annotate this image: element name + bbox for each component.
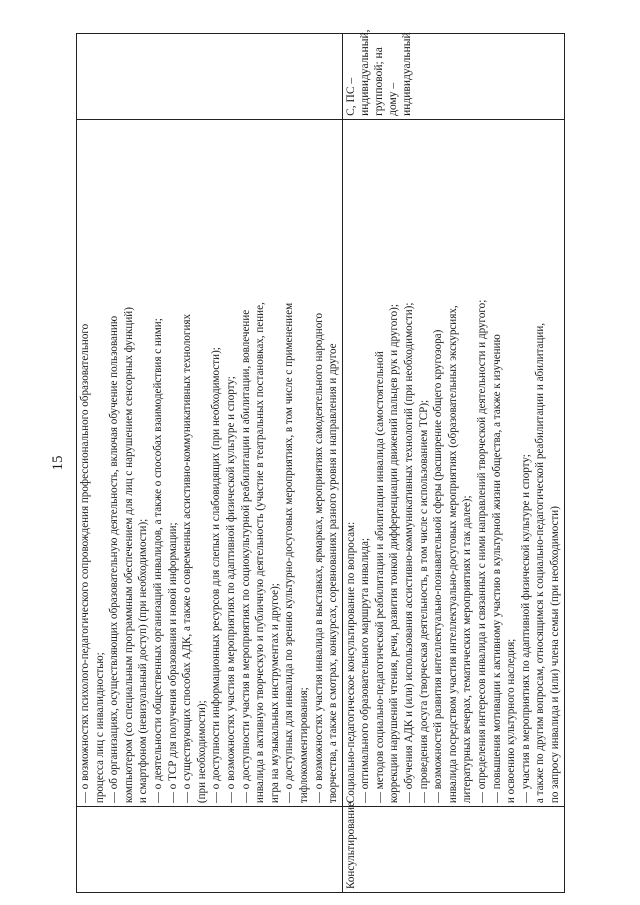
content-line: инвалида посредством участия интеллектуально-досуговых мероприятиях (образовательных экскурсиях,: [446, 305, 459, 804]
content-cell: [77, 119, 343, 806]
content-line: — о возможностях психолого-педагогического сопровождения профессионального образовательного: [79, 323, 91, 804]
content-line: инвалида в активную творческую и публичную деятельность (участие в театральных постановках, пение,: [254, 302, 267, 804]
content-line: и освоению культурного наследия;: [505, 638, 518, 804]
content-line: коррекции нарушений чтения, речи, развития тонкой дифференциации движений пальцев рук и другого);: [388, 304, 401, 804]
content-line: и смартфоном (невизуальный доступ) (при необходимости);: [137, 518, 150, 804]
table-row: [342, 34, 564, 893]
rotated-content: [50, 29, 582, 893]
table-row: [77, 34, 343, 893]
content-line: литературных вечерах, тематических мероприятиях и так далее);: [461, 495, 474, 804]
content-line: — о возможностях участия в мероприятиях по адаптивной физической культуре и спорту;: [224, 376, 237, 804]
content-line: — оптимального образовательного маршрута инвалида;: [359, 537, 372, 804]
content-line: процесса лиц с инвалидностью;: [93, 652, 106, 804]
page-number: 15: [50, 455, 66, 471]
content-line: — об организациях, осуществляющих образовательную деятельность, включая обучение пользованию: [108, 315, 121, 804]
content-line: — о ТСР для получения образования и новой информации;: [166, 522, 179, 804]
content-line: — о деятельности общественных организаций инвалидов, а также о способах взаимодействия с ними;: [151, 318, 164, 804]
content-line: — определения интересов инвалида и связанных с ними направлений творческой деятельности и другого;: [476, 299, 489, 804]
content-line: — возможностей развития интеллектуально-познавательной сферы (расширение общего кругозора): [432, 329, 445, 804]
content-line: — о доступных для инвалида по зрению культурно-досуговых мероприятиях, в том числе с применением: [283, 302, 296, 804]
content-line: по запросу инвалида и (или) члена семьи (при необходимости): [549, 506, 561, 804]
content-line: — о доступности информационных ресурсов для слепых и слабовидящих (при необходимости);: [210, 347, 223, 804]
content-line: Социально-педагогическое консультирование по вопросам:: [344, 521, 357, 804]
content-line: — о существующих способах АДК, а также о современных ассистивно-коммуникативных технологиях: [181, 313, 194, 804]
content-line: — обучения АДК и (или) использования ассистивно-коммуникативных технологий (при необходимости);: [403, 302, 416, 804]
content-cell: [342, 119, 564, 806]
content-line: — методов социально-педагогической реабилитации и абилитации инвалида (самостоятельной: [373, 351, 386, 804]
content-line: — участия в мероприятиях по адаптивной физической культуре и спорту;: [519, 454, 532, 804]
content-line: — повышения мотивации к активному участию в культурной жизни общества, а также к изучению: [490, 334, 503, 804]
content-line: компьютером (со специальным программным обеспечением для лиц с нарушением сенсорных функций): [122, 307, 135, 804]
mode-cell: [77, 34, 343, 120]
content-line: а также по другим вопросам, относящимся к социально-педагогической реабилитации и абилитации,: [534, 322, 547, 804]
mode-cell: С, ПС – индивидуальный, групповой; на дому – индивидуальный: [342, 34, 564, 120]
content-line: (при необходимости);: [195, 700, 208, 804]
content-line: — о возможностях участия инвалида в выставках, ярмарках, мероприятиях самодеятельного народного: [312, 312, 325, 804]
content-line: игра на музыкальных инструментах и другое);: [268, 583, 281, 804]
content-line: творчества, а также в смотрах, конкурсах, соревнованиях разного уровня и направления и другое: [327, 343, 340, 804]
content-line: тифлокомментирования;: [297, 687, 310, 804]
content-line: — о доступности участия в мероприятиях по социокультурной реабилитации и абилитации, вовлечение: [239, 309, 252, 804]
section-cell: Консультирование: [342, 807, 564, 893]
services-table: [76, 29, 565, 893]
section-cell: [77, 807, 343, 893]
content-line: — проведения досуга (творческая деятельность, в том числе с использованием ТСР);: [417, 399, 430, 804]
